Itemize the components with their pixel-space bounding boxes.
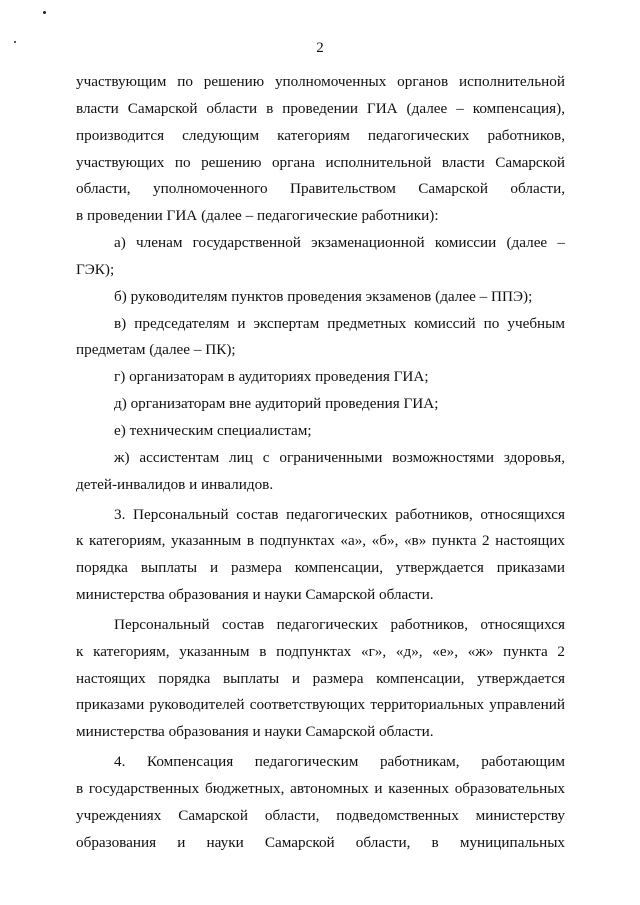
text-line: приказами руководителей соответствующих территориальных управлений [76,696,565,714]
text-line: министерства образования и науки Самарской области. [76,586,434,604]
text-line: к категориям, указанным в подпунктах «а», «б», «в» пункта 2 настоящих [76,532,565,550]
text-line: настоящих порядка выплаты и размера компенсации, утверждается [76,669,565,687]
text-line: г) организаторам в аудиториях проведения ГИА; [114,368,429,386]
text-line: детей-инвалидов и инвалидов. [76,475,274,493]
text-line: е) техническим специалистам; [114,421,312,439]
text-line: предметам (далее – ПК); [76,341,236,359]
text-line: власти Самарской области в проведении ГИА (далее – компенсация), [76,99,565,117]
page-number: 2 [316,40,324,56]
text-line: ГЭК); [76,260,115,278]
text-line: порядка выплаты и размера компенсации, утверждается приказами [76,559,565,577]
text-line: образования и науки Самарской области, в муниципальных [76,833,565,851]
text-line: 4. Компенсация педагогическим работникам, работающим [114,753,565,771]
text-line: министерства образования и науки Самарской области. [76,723,434,741]
text-line: в) председателям и экспертам предметных комиссий по учебным [114,314,565,332]
text-line: а) членам государственной экзаменационной комиссии (далее – [114,234,565,252]
text-line: д) организаторам вне аудиторий проведения ГИА; [114,395,439,413]
text-line: к категориям, указанным в подпунктах «г», «д», «е», «ж» пункта 2 [76,642,565,660]
text-line: области, уполномоченного Правительством Самарской области, [76,180,565,198]
text-line: производится следующим категориям педагогических работников, [76,126,565,144]
text-line: б) руководителям пунктов проведения экзаменов (далее – ППЭ); [114,287,533,305]
scan-speck [43,11,46,14]
text-line: в проведении ГИА (далее – педагогические работники): [76,207,439,225]
text-line: Персональный состав педагогических работников, относящихся [114,615,565,633]
text-line: учреждениях Самарской области, подведомственных министерству [76,806,565,824]
text-line: ж) ассистентам лиц с ограниченными возможностями здоровья, [114,448,565,466]
text-line: 3. Персональный состав педагогических работников, относящихся [114,505,565,523]
document-body [76,69,565,856]
text-line: участвующих по решению органа исполнительной власти Самарской [76,153,565,171]
text-line: участвующим по решению уполномоченных органов исполнительной [76,73,565,90]
text-line: в государственных бюджетных, автономных и казенных образовательных [76,779,565,797]
